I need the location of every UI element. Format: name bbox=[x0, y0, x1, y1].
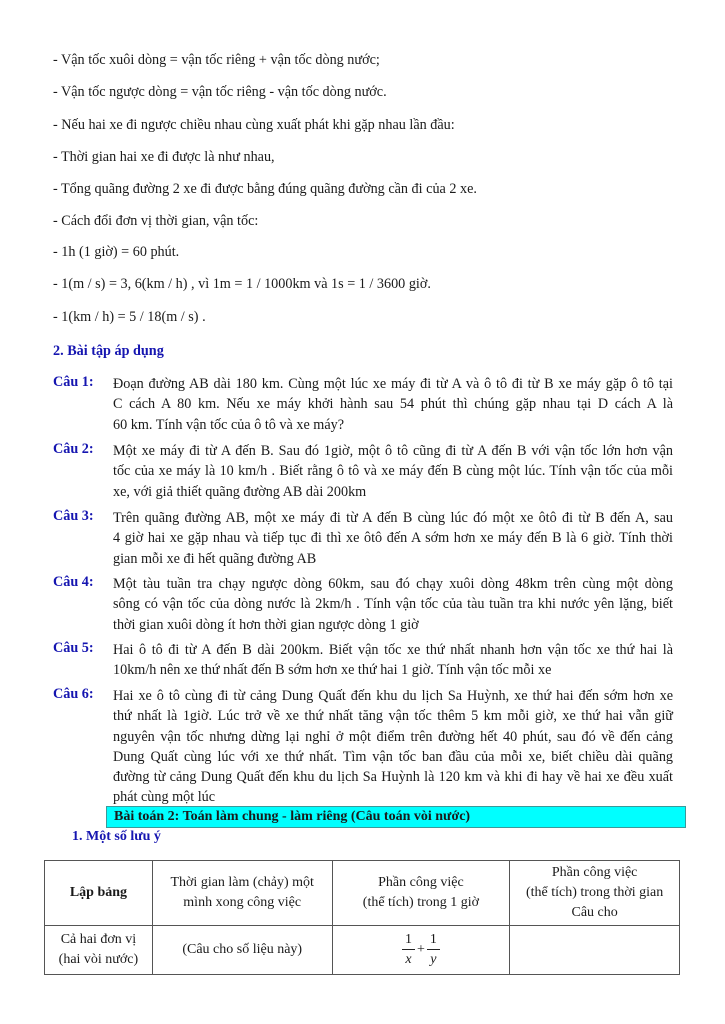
work-rate-table bbox=[44, 860, 680, 975]
question-text: Trên quãng đường AB, một xe máy đi từ A đến B cùng lúc đó một xe ôtô đi từ B đến A, sau 4 giờ hai xe gặp nhau và tiếp tục đi thì xe ôtô đến A sớm hơn xe máy đến B là 6 giờ. Tính thời gian mỗi xe đi hết quãng đường AB bbox=[113, 510, 673, 567]
note-ms-to-kmh: - 1(m / s) = 3, 6(km / h) , vì 1m = 1 / 1000km và 1s = 1 / 3600 giờ. bbox=[53, 276, 431, 292]
question-1 bbox=[53, 374, 673, 435]
table-header-row bbox=[45, 861, 680, 926]
question-label: Câu 5: bbox=[53, 640, 94, 656]
question-text: Đoạn đường AB dài 180 km. Cùng một lúc xe máy đi từ A và ô tô đi từ B xe máy gặp ô tô tại C cách A 80 km. Nếu xe máy khởi hành sau 54 phút thì chúng gặp nhau tại D cách A là 60 km. Tính vận tốc của ô tô và xe máy? bbox=[113, 376, 673, 433]
note-upstream-speed: - Vận tốc ngược dòng = vận tốc riêng - vận tốc dòng nước. bbox=[53, 84, 387, 100]
question-text: Hai ô tô đi từ A đến B dài 200km. Biết vận tốc xe thứ nhất nhanh hơn vận tốc xe thứ hai là 10km/h nên xe thứ nhất đến B sớm hơn xe thứ hai 1 giờ. Tính vận tốc mỗi xe bbox=[113, 642, 673, 679]
header-cell-work-in-given-time: Phần công việc (thể tích) trong thời gian Câu cho bbox=[510, 861, 680, 926]
note-downstream-speed: - Vận tốc xuôi dòng = vận tốc riêng + vận tốc dòng nước; bbox=[53, 52, 380, 68]
question-label: Câu 4: bbox=[53, 574, 94, 590]
plus-sign: + bbox=[416, 942, 425, 957]
question-3 bbox=[53, 508, 673, 569]
row-rate-cell bbox=[332, 926, 510, 975]
subsection-title-notes: 1. Một số lưu ý bbox=[72, 829, 161, 844]
section-title-applied-exercises: 2. Bài tập áp dụng bbox=[53, 343, 164, 359]
question-label: Câu 2: bbox=[53, 441, 94, 457]
row-label-cell: Cả hai đơn vị (hai vòi nước) bbox=[45, 926, 153, 975]
question-label: Câu 6: bbox=[53, 686, 94, 702]
fraction-1-over-y: $\frac{1}{y}$ bbox=[427, 931, 440, 970]
table-row bbox=[45, 926, 680, 975]
row-portion-cell bbox=[510, 926, 680, 975]
question-label: Câu 1: bbox=[53, 374, 94, 390]
question-text: Hai xe ô tô cùng đi từ cảng Dung Quất đến khu du lịch Sa Huỳnh, xe thứ hai đến sớm hơn xe thứ nhất là 1giờ. Lúc trở về xe thứ nhất tăng vận tốc thêm 5 km mỗi giờ, xe thứ hai vẫn giữ nguyên vận tốc nhưng dừng lại nghỉ ở một điểm trên đường hết 40 phút, sau đó về đến cảng Dung Quất cùng lúc với xe thứ nhất. Tìm vận tốc ban đầu của mỗi xe, biết chiều dài quãng đường từ cảng Dung Quất đến khu du lịch Sa Huỳnh là 120 km và khi đi hay về hai xe đều xuất phát cùng một lúc bbox=[113, 688, 673, 806]
note-kmh-to-ms: - 1(km / h) = 5 / 18(m / s) . bbox=[53, 309, 206, 325]
question-2 bbox=[53, 441, 673, 502]
fraction-1-over-x: $\frac{1}{x}$ bbox=[402, 931, 415, 970]
note-total-distance: - Tổng quãng đường 2 xe đi được bằng đúng quãng đường cần đi của 2 xe. bbox=[53, 181, 477, 197]
note-opposite-directions: - Nếu hai xe đi ngược chiều nhau cùng xuất phát khi gặp nhau lần đầu: bbox=[53, 117, 455, 133]
question-text: Một tàu tuần tra chạy ngược dòng 60km, sau đó chạy xuôi dòng 48km trên cùng một dòng sông có vận tốc của dòng nước là 2km/h . Tính vận tốc của tàu tuần tra khi nước yên lặng, biết thời gian xuôi dòng ít hơn thời gian ngược dòng 1 giờ bbox=[113, 576, 673, 633]
row-time-cell: (Câu cho số liệu này) bbox=[152, 926, 332, 975]
header-cell-setup: Lập bảng bbox=[45, 861, 153, 926]
problem-2-heading-box: Bài toán 2: Toán làm chung - làm riêng (Câu toán vòi nước) bbox=[106, 806, 686, 828]
note-hour-minutes: - 1h (1 giờ) = 60 phút. bbox=[53, 244, 180, 260]
question-text: Một xe máy đi từ A đến B. Sau đó 1giờ, một ô tô cũng đi từ A đến B với vận tốc lớn hơn vận tốc của xe máy là 10 km/h . Biết rằng ô tô và xe máy đến B cùng một lúc. Tính vận tốc của mỗi xe, với giả thiết quãng đường AB dài 200km bbox=[113, 443, 673, 500]
question-4 bbox=[53, 574, 673, 635]
note-same-time: - Thời gian hai xe đi được là như nhau, bbox=[53, 149, 275, 165]
header-cell-work-per-hour: Phần công việc (thể tích) trong 1 giờ bbox=[332, 861, 510, 926]
question-label: Câu 3: bbox=[53, 508, 94, 524]
header-cell-time-alone: Thời gian làm (chảy) một mình xong công việc bbox=[152, 861, 332, 926]
note-unit-conversion: - Cách đổi đơn vị thời gian, vận tốc: bbox=[53, 213, 259, 229]
question-6 bbox=[53, 686, 673, 808]
question-5 bbox=[53, 640, 673, 681]
